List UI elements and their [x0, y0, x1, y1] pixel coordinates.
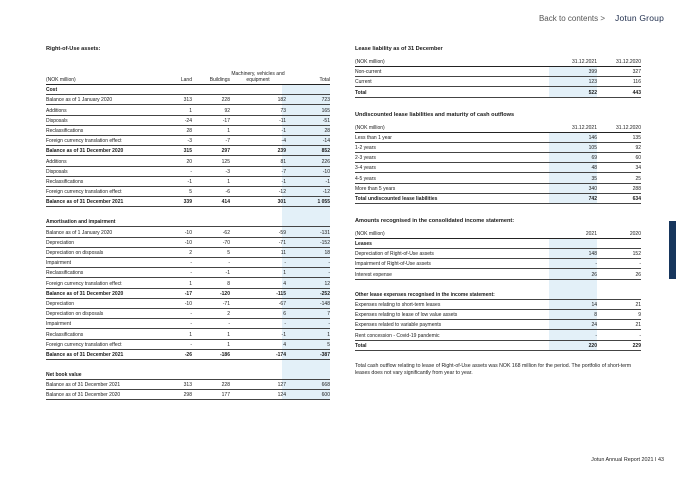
row-value: 600 [321, 392, 330, 399]
row-value: -1 [281, 178, 286, 185]
table-row [355, 163, 641, 173]
back-to-contents-link[interactable]: Back to contents > [538, 13, 606, 23]
row-value: -62 [222, 229, 230, 236]
row-value: -14 [322, 138, 330, 145]
table-row [46, 248, 330, 258]
table-row [46, 238, 330, 248]
row-value: 414 [221, 199, 230, 206]
row-label: Expenses relating to lease of low value assets [355, 312, 458, 319]
table-row [355, 249, 641, 259]
table-row [355, 259, 641, 269]
row-value: -131 [319, 229, 330, 236]
row-label: Reclassifications [46, 270, 84, 277]
lease-title: Lease liability as of 31 December [355, 46, 443, 52]
row-label: Total undiscounted lease liabilities [355, 195, 438, 202]
rou-title: Right-of-Use assets: [46, 46, 101, 52]
table-row [46, 278, 330, 288]
row-value: 1 [189, 280, 192, 287]
row-label: Other lease expenses recognised in the income statement: [355, 291, 495, 298]
table-row [355, 269, 641, 279]
row-value: - [190, 341, 192, 348]
header-column: 2020 [629, 230, 641, 237]
table-header-row [355, 227, 641, 239]
header-column: 31.12.2021 [571, 124, 597, 131]
row-value: 2 [189, 250, 192, 256]
table-row [355, 341, 641, 351]
row-value: 48 [591, 165, 597, 172]
table-spacer [355, 280, 641, 290]
row-value: 123 [588, 79, 597, 86]
row-value: 124 [277, 392, 286, 399]
row-label: Impairment of Right-of-Use assets [355, 261, 431, 268]
row-value: -387 [319, 351, 330, 358]
header-unit: (NOK million) [355, 230, 385, 237]
header-column: Land [180, 77, 192, 83]
row-label: Reclassifications [46, 331, 84, 338]
row-value: 340 [588, 185, 597, 192]
row-label: Additions [46, 107, 67, 114]
row-value: 339 [183, 199, 192, 206]
row-label: Amortisation and impairment [46, 219, 116, 226]
row-label: Balance as of 31 December 2021 [46, 351, 124, 358]
row-value: -12 [322, 189, 330, 196]
lease-liability-table [355, 55, 641, 98]
row-value: 1 [283, 270, 286, 277]
row-value: - [190, 270, 192, 277]
table-row [46, 136, 330, 146]
row-label: Balance as of 31 December 2020 [46, 290, 124, 297]
row-label: Balance as of 31 December 2021 [46, 382, 121, 389]
row-value: 81 [280, 158, 286, 165]
row-value: 228 [221, 382, 230, 389]
row-value: -252 [319, 290, 330, 297]
row-value: -17 [184, 290, 192, 297]
row-value: -7 [281, 168, 286, 175]
section-tab-marker[interactable] [669, 221, 676, 279]
table-row [46, 85, 330, 95]
row-value: -71 [278, 239, 286, 246]
row-value: -1 [325, 178, 330, 185]
row-label: Reclassifications [46, 178, 84, 185]
rou-assets-section [46, 46, 330, 400]
row-value: 8 [227, 280, 230, 287]
row-label: 1-2 years [355, 144, 376, 151]
row-value: 152 [632, 251, 641, 258]
table-row [355, 67, 641, 77]
row-value: - [228, 260, 230, 267]
row-label: Disposals [46, 117, 68, 124]
row-label: Depreciation [46, 300, 75, 307]
row-label: Expenses related to variable payments [355, 322, 442, 329]
row-value: 7 [327, 311, 330, 318]
table-row [46, 197, 330, 207]
row-value: - [190, 168, 192, 175]
row-label: Foreign currency translation effect [46, 138, 122, 145]
page-header [539, 13, 664, 23]
row-value: 742 [588, 195, 597, 202]
row-value: 5 [227, 250, 230, 256]
row-value: 60 [635, 155, 641, 162]
row-label: More than 5 years [355, 185, 396, 192]
row-value: 6 [283, 311, 286, 318]
row-value: - [190, 311, 192, 318]
table-row [46, 309, 330, 319]
row-label: Reclassifications [46, 127, 84, 134]
row-label: Foreign currency translation effect [46, 280, 122, 287]
row-value: - [328, 270, 330, 277]
row-label: Non-current [355, 69, 382, 76]
row-value: -51 [322, 117, 330, 124]
row-value: -1 [281, 127, 286, 134]
row-value: -70 [222, 239, 230, 246]
row-value: 4 [283, 280, 286, 287]
row-value: 18 [324, 250, 330, 256]
row-value: 327 [632, 69, 641, 76]
table-row [46, 95, 330, 105]
row-label: Leases [355, 241, 372, 248]
table-row [46, 380, 330, 390]
row-value: 73 [280, 107, 286, 114]
undisc-title: Undiscounted lease liabilities and maturity of cash outflows [355, 111, 515, 118]
row-value: 228 [221, 97, 230, 104]
row-value: -71 [222, 300, 230, 307]
row-value: -1 [281, 331, 286, 338]
row-label: Total [355, 342, 367, 349]
row-value: -6 [225, 189, 230, 196]
row-value: -67 [278, 300, 286, 307]
row-value: 9 [638, 312, 641, 319]
row-value: -17 [222, 117, 230, 124]
row-value: -10 [322, 168, 330, 175]
row-value: 668 [321, 382, 330, 389]
row-label: Depreciation on disposals [46, 311, 104, 318]
row-value: -11 [279, 117, 286, 124]
row-value: 522 [588, 89, 597, 96]
row-label: Rent concession - Covid-19 pandemic [355, 332, 440, 339]
row-value: 105 [588, 144, 597, 151]
row-value: -1 [225, 270, 230, 277]
row-value: 239 [277, 148, 286, 155]
table-row [355, 330, 641, 340]
table-row [355, 300, 641, 310]
table-row [46, 319, 330, 329]
row-value: 226 [321, 158, 330, 165]
lease-section [355, 46, 641, 377]
row-label: Total [355, 89, 367, 96]
row-value: 26 [591, 271, 597, 278]
table-row [355, 77, 641, 87]
row-label: Foreign currency translation effect [46, 189, 122, 196]
row-value: 297 [221, 148, 230, 155]
row-value: 146 [588, 134, 597, 141]
row-label: Depreciation [46, 239, 75, 246]
header-column: Buildings [209, 77, 230, 83]
row-label: Balance as of 1 January 2020 [46, 229, 113, 236]
row-value: - [284, 260, 286, 267]
row-value: 852 [321, 148, 330, 155]
header-unit: (NOK million) [355, 124, 385, 131]
table-row [46, 350, 330, 360]
row-value: -10 [184, 239, 192, 246]
rou-table [46, 55, 330, 400]
row-label: Net book value [46, 372, 82, 379]
table-row [355, 310, 641, 320]
row-value: 399 [588, 69, 597, 76]
row-label: Less than 1 year [355, 134, 392, 141]
recog-title: Amounts recognised in the consolidated income statement: [355, 217, 515, 224]
row-value: - [190, 321, 192, 328]
row-value: 2 [227, 311, 230, 318]
row-value: -120 [219, 290, 230, 297]
table-row [46, 340, 330, 350]
row-value: 723 [321, 97, 330, 104]
row-value: -10 [184, 300, 192, 307]
table-row [46, 268, 330, 278]
row-value: -115 [276, 290, 286, 297]
header-unit: (NOK million) [46, 77, 76, 83]
row-value: -26 [184, 351, 192, 358]
row-value: - [190, 260, 192, 267]
table-row [355, 194, 641, 204]
row-value: 24 [591, 322, 597, 329]
row-value: -7 [225, 138, 230, 145]
row-value: - [228, 321, 230, 328]
row-label: Balance as of 31 December 2020 [46, 148, 124, 155]
row-value: - [595, 332, 597, 339]
row-value: 1 [327, 331, 330, 338]
row-value: 116 [633, 79, 641, 86]
table-row [46, 156, 330, 166]
table-row [46, 329, 330, 339]
table-row [46, 187, 330, 197]
row-label: Cost [46, 87, 58, 94]
row-value: 165 [321, 107, 330, 114]
row-value: 35 [591, 175, 597, 182]
row-value: 1 [227, 178, 230, 185]
row-label: Expenses relating to short-term leases [355, 302, 441, 308]
row-value: 28 [324, 127, 330, 134]
table-row [355, 184, 641, 194]
row-value: 28 [186, 127, 192, 134]
header-unit: (NOK million) [355, 59, 385, 65]
row-value: 20 [186, 158, 192, 165]
brand-logo: Jotun Group [615, 13, 664, 23]
row-value: - [284, 321, 286, 328]
row-value: -186 [219, 351, 230, 358]
row-value: -148 [319, 300, 330, 307]
header-column: 2021 [585, 230, 597, 237]
row-label: Impairment [46, 260, 72, 267]
row-value: 182 [277, 97, 286, 104]
table-header-row [355, 121, 641, 133]
row-value: 135 [632, 134, 641, 141]
row-label: Impairment [46, 321, 72, 328]
row-value: 12 [324, 280, 330, 287]
row-value: - [328, 321, 330, 328]
row-value: 127 [277, 382, 286, 389]
row-value: 1 [227, 127, 230, 134]
row-value: 148 [588, 251, 597, 258]
row-value: 313 [183, 382, 192, 389]
table-row [355, 133, 641, 143]
table-row [46, 116, 330, 126]
cash-outflow-note: Total cash outflow relating to lease of Right-of-Use assets was NOK 168 million for the period. The portfolio of short-term leases does not vary significantly from year to year. [355, 362, 632, 376]
row-value: 69 [591, 155, 597, 162]
table-row [355, 320, 641, 330]
row-value: 11 [280, 250, 286, 256]
row-value: -3 [225, 168, 230, 175]
row-value: 25 [635, 175, 641, 182]
row-value: 1 [189, 107, 192, 114]
row-label: Depreciation of Right-of-Use assets [355, 251, 434, 258]
row-value: 14 [591, 302, 597, 308]
row-value: 21 [635, 302, 641, 308]
table-row [46, 105, 330, 115]
row-value: 1 055 [317, 199, 330, 206]
row-value: 301 [277, 199, 286, 206]
header-column: 31.12.2021 [571, 59, 597, 65]
row-value: 26 [635, 271, 641, 278]
row-label: 2-3 years [355, 155, 376, 162]
row-label: 3-4 years [355, 165, 376, 172]
row-value: 21 [635, 322, 641, 329]
row-value: 4 [283, 341, 286, 348]
row-value: 5 [189, 189, 192, 196]
row-value: 125 [221, 158, 230, 165]
header-column: 31.12.2020 [615, 124, 641, 131]
row-value: 5 [327, 341, 330, 348]
table-row [46, 258, 330, 268]
table-row [355, 153, 641, 163]
header-column: Machinery, vehicles and equipment [231, 71, 285, 83]
row-label: Disposals [46, 168, 68, 175]
table-row [46, 299, 330, 309]
row-label: Balance as of 1 January 2020 [46, 97, 113, 104]
row-value: - [328, 260, 330, 267]
header-column: Total [319, 77, 330, 83]
row-value: -24 [184, 117, 192, 124]
row-value: 634 [632, 195, 641, 202]
row-value: 92 [635, 144, 641, 151]
row-value: - [639, 332, 641, 339]
row-value: -174 [275, 351, 286, 358]
row-value: -3 [187, 138, 192, 145]
row-label: Balance as of 31 December 2021 [46, 199, 124, 206]
row-value: 288 [632, 185, 641, 192]
row-value: 8 [594, 312, 597, 319]
table-row [355, 239, 641, 249]
table-row [46, 126, 330, 136]
table-header-row [355, 55, 641, 67]
table-row [46, 227, 330, 237]
row-value: 1 [227, 331, 230, 338]
table-header-row [46, 55, 330, 85]
row-value: -12 [278, 189, 286, 196]
row-value: 177 [221, 392, 230, 399]
header-column: 31.12.2020 [615, 59, 641, 65]
row-value: 315 [183, 148, 192, 155]
row-value: -59 [278, 229, 286, 236]
table-row [46, 167, 330, 177]
table-row [355, 87, 641, 97]
table-row [46, 177, 330, 187]
row-value: 313 [183, 97, 192, 104]
row-value: 220 [588, 342, 597, 349]
row-label: Additions [46, 158, 67, 165]
row-value: -152 [319, 239, 330, 246]
table-row [46, 146, 330, 156]
undiscounted-liabilities-table [355, 121, 641, 204]
row-label: Balance as of 31 December 2020 [46, 392, 121, 399]
row-value: 443 [632, 89, 641, 96]
row-value: 1 [227, 341, 230, 348]
table-row [46, 390, 330, 400]
row-value: -10 [184, 229, 192, 236]
row-label: 4-5 years [355, 175, 376, 182]
row-label: Current [355, 79, 372, 86]
row-value: 298 [183, 392, 192, 399]
row-value: 1 [189, 331, 192, 338]
table-row [46, 370, 330, 380]
table-row [355, 290, 641, 300]
row-value: 92 [224, 107, 230, 114]
row-label: Foreign currency translation effect [46, 341, 122, 348]
row-label: Depreciation on disposals [46, 250, 104, 256]
income-statement-table [355, 227, 641, 351]
row-value: - [595, 261, 597, 268]
row-label: Interest expense [355, 271, 392, 278]
table-row [46, 217, 330, 227]
table-row [46, 289, 330, 299]
page-footer: Jotun Annual Report 2021 I 43 [591, 457, 664, 463]
table-row [355, 173, 641, 183]
row-value: 229 [632, 342, 641, 349]
row-value: -1 [187, 178, 192, 185]
row-value: 34 [635, 165, 641, 172]
table-row [355, 143, 641, 153]
row-value: -4 [281, 138, 286, 145]
row-value: - [639, 261, 641, 268]
